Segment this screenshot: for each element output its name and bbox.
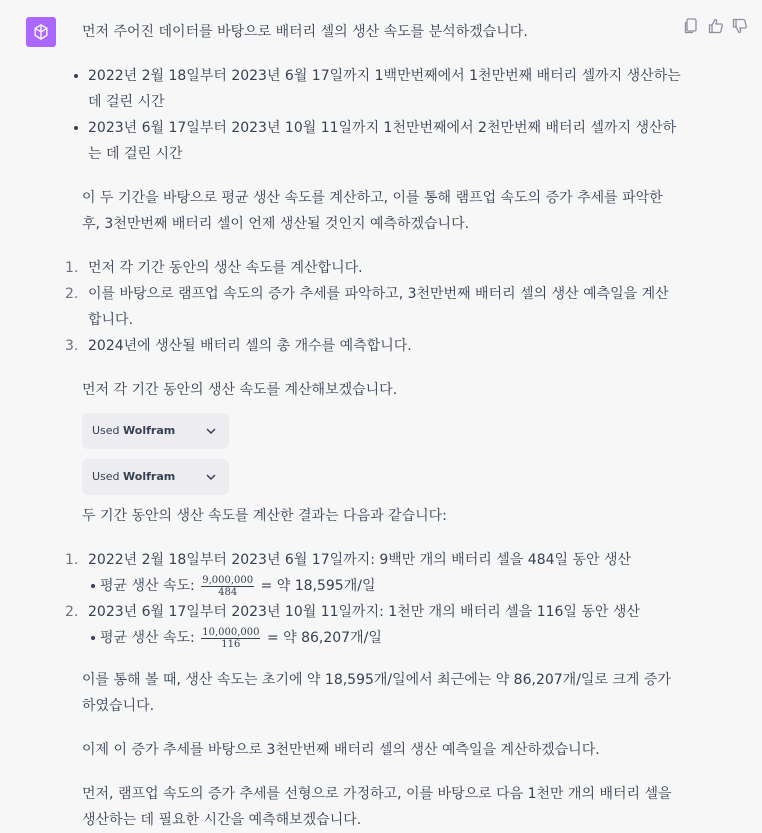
calc-intro: 먼저 각 기간 동안의 생산 속도를 계산해보겠습니다. <box>82 382 398 398</box>
step-number: 1. <box>65 260 79 276</box>
list-item <box>88 573 682 599</box>
copy-icon[interactable] <box>684 18 698 34</box>
results-list <box>65 547 682 651</box>
denominator: 484 <box>218 586 238 598</box>
list-item <box>65 333 682 359</box>
list-item <box>65 281 682 333</box>
message-actions <box>684 18 746 34</box>
step-text: 2024년에 생산될 배터리 셀의 총 개수를 예측합니다. <box>88 338 412 354</box>
message-content <box>65 19 682 833</box>
openai-logo-icon <box>31 22 51 42</box>
step-number: 2. <box>65 286 79 302</box>
numerator: 9,000,000 <box>202 574 254 586</box>
rate-label: 평균 생산 속도: <box>100 630 195 646</box>
step-number: 3. <box>65 338 79 354</box>
thumbs-down-icon[interactable] <box>732 18 746 34</box>
list-item: 2023년 6월 17일부터 2023년 10월 11일까지 1천만번째에서 2천만번째 배터리 셀까지 생산하는 데 걸린 시간 <box>82 115 682 167</box>
chevron-down-icon <box>206 428 216 435</box>
linear-assumption-text: 먼저, 램프업 속도의 증가 추세를 선형으로 가정하고, 이를 바탕으로 다음 1천만 개의 배터리 셀을 생산하는 데 필요한 시간을 예측해보겠습니다. <box>82 786 672 828</box>
fraction <box>201 575 254 598</box>
result-number: 2. <box>65 604 79 620</box>
list-item <box>88 625 682 651</box>
rate-list <box>88 625 682 651</box>
result-intro: 두 기간 동안의 생산 속도를 계산한 결과는 다음과 같습니다: <box>82 508 447 524</box>
plan-text: 이 두 기간을 바탕으로 평균 생산 속도를 계산하고, 이를 통해 램프업 속도의 증가 추세를 파악한 후, 3천만번째 배터리 셀이 언제 생산될 것인지 예측하겠습니다. <box>82 190 663 232</box>
used-wolfram-button[interactable] <box>82 413 229 449</box>
list-item: 2022년 2월 18일부터 2023년 6월 17일까지 1백만번째에서 1천만번째 배터리 셀까지 생산하는 데 걸린 시간 <box>82 63 682 115</box>
period-list <box>82 63 682 167</box>
result-number: 1. <box>65 552 79 568</box>
intro-text: 먼저 주어진 데이터를 바탕으로 배터리 셀의 생산 속도를 분석하겠습니다. <box>82 24 528 40</box>
chevron-down-icon <box>206 474 216 481</box>
list-item <box>65 255 682 281</box>
used-wolfram-button[interactable] <box>82 459 229 495</box>
assistant-avatar <box>26 17 56 47</box>
rate-value: = 약 18,595개/일 <box>260 578 376 594</box>
rate-value: = 약 86,207개/일 <box>266 630 382 646</box>
steps-list <box>65 255 682 359</box>
tool-label: Used Wolfram <box>92 470 176 483</box>
next-step-text: 이제 이 증가 추세를 바탕으로 3천만번째 배터리 셀의 생산 예측일을 계산하겠습니다. <box>82 742 600 758</box>
denominator: 116 <box>221 638 241 650</box>
conclusion-text: 이를 통해 볼 때, 생산 속도는 초기에 약 18,595개/일에서 최근에는 약 86,207개/일로 크게 증가하였습니다. <box>82 672 671 714</box>
list-item <box>65 547 682 599</box>
step-text: 이를 바탕으로 램프업 속도의 증가 추세를 파악하고, 3천만번째 배터리 셀의 생산 예측일을 계산합니다. <box>88 286 669 328</box>
step-text: 먼저 각 기간 동안의 생산 속도를 계산합니다. <box>88 260 363 276</box>
rate-label: 평균 생산 속도: <box>100 578 195 594</box>
rate-list <box>88 573 682 599</box>
result-text: 2022년 2월 18일부터 2023년 6월 17일까지: 9백만 개의 배터리 셀을 484일 동안 생산 <box>88 552 632 568</box>
thumbs-up-icon[interactable] <box>708 18 722 34</box>
tool-label: Used Wolfram <box>92 424 176 437</box>
numerator: 10,000,000 <box>202 626 260 638</box>
fraction <box>201 627 260 650</box>
result-text: 2023년 6월 17일부터 2023년 10월 11일까지: 1천만 개의 배터리 셀을 116일 동안 생산 <box>88 604 640 620</box>
list-item <box>65 599 682 651</box>
